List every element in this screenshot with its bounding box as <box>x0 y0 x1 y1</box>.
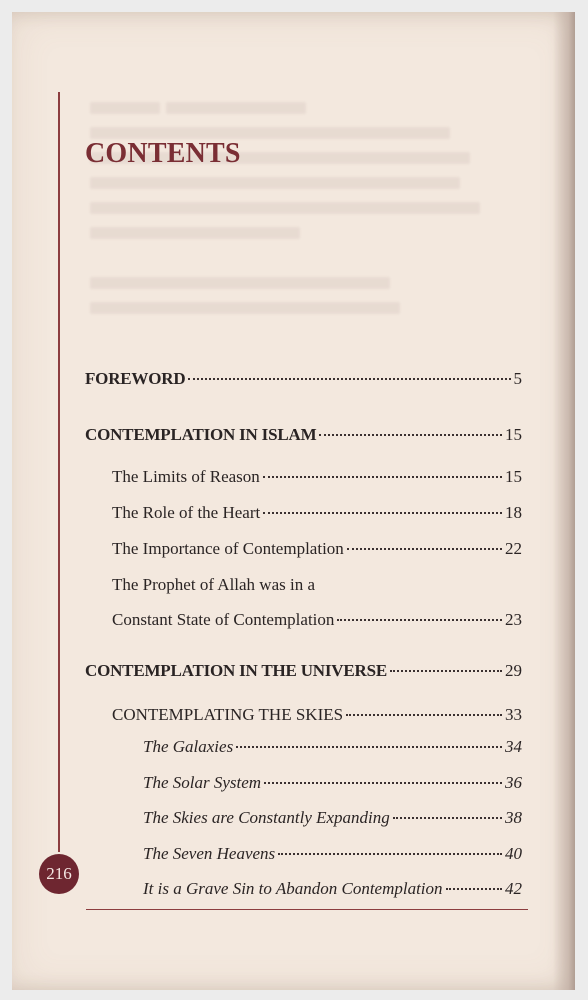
book-page <box>12 12 575 990</box>
toc-entry-solar-system <box>143 773 522 793</box>
dot-leader <box>278 853 502 855</box>
toc-page-number: 18 <box>505 503 522 522</box>
page-title: CONTENTS <box>85 138 241 169</box>
toc-page-number: 29 <box>505 661 522 680</box>
toc-entry-seven-heavens <box>143 844 522 864</box>
toc-entry-galaxies <box>143 737 522 757</box>
bleed-through-text <box>90 72 550 372</box>
toc-entry-prophet-line1: The Prophet of Allah was in a <box>112 575 316 594</box>
toc-entry-foreword <box>85 369 522 389</box>
toc-label: CONTEMPLATION IN THE UNIVERSE <box>85 661 387 680</box>
toc-entry-contemplation-in-universe <box>85 661 522 681</box>
toc-label: The Limits of Reason <box>112 467 260 486</box>
toc-page-number: 38 <box>505 808 522 827</box>
toc-label: CONTEMPLATING THE SKIES <box>112 705 344 724</box>
toc-page-number: 23 <box>505 610 522 629</box>
dot-leader <box>446 888 502 890</box>
toc-entry-contemplation-in-islam <box>85 425 522 445</box>
toc-entry-limits-of-reason <box>112 467 522 487</box>
dot-leader <box>390 670 502 672</box>
bottom-rule <box>86 909 528 910</box>
toc-page-number: 15 <box>505 425 522 444</box>
toc-page-number: 15 <box>505 467 522 486</box>
vertical-rule <box>58 92 60 852</box>
toc-label: The Galaxies <box>143 737 234 756</box>
toc-page-number: 42 <box>505 879 522 898</box>
toc-label: CONTEMPLATION IN ISLAM <box>85 425 317 444</box>
dot-leader <box>346 714 502 716</box>
toc-page-number: 34 <box>505 737 522 756</box>
toc-label: The Importance of Contemplation <box>112 539 344 558</box>
toc-label: The Solar System <box>143 773 262 792</box>
toc-label: The Seven Heavens <box>143 844 276 863</box>
toc-label: The Role of the Heart <box>112 503 261 522</box>
page-number-badge: 216 <box>39 854 79 894</box>
dot-leader <box>337 619 502 621</box>
toc-page-number: 5 <box>513 369 522 388</box>
dot-leader <box>264 782 502 784</box>
toc-label: FOREWORD <box>85 369 186 388</box>
dot-leader <box>236 746 502 748</box>
toc-page-number: 22 <box>505 539 522 558</box>
toc-page-number: 33 <box>505 705 522 724</box>
toc-page-number: 40 <box>505 844 522 863</box>
page-spine-shadow <box>553 12 575 990</box>
toc-label: The Skies are Constantly Expanding <box>143 808 390 827</box>
toc-entry-contemplating-skies <box>112 705 522 725</box>
dot-leader <box>319 434 502 436</box>
toc-entry-role-of-heart <box>112 503 522 523</box>
toc-entry-importance-of-contemplation <box>112 539 522 559</box>
toc-entry-skies-expanding <box>143 808 522 828</box>
toc-entry-grave-sin <box>143 879 522 899</box>
dot-leader <box>263 476 502 478</box>
toc-label: It is a Grave Sin to Abandon Contemplation <box>143 879 443 898</box>
toc-entry-constant-state <box>112 610 522 630</box>
dot-leader <box>393 817 502 819</box>
dot-leader <box>263 512 502 514</box>
dot-leader <box>347 548 502 550</box>
toc-label: Constant State of Contemplation <box>112 610 335 629</box>
toc-page-number: 36 <box>505 773 522 792</box>
dot-leader <box>188 378 510 380</box>
